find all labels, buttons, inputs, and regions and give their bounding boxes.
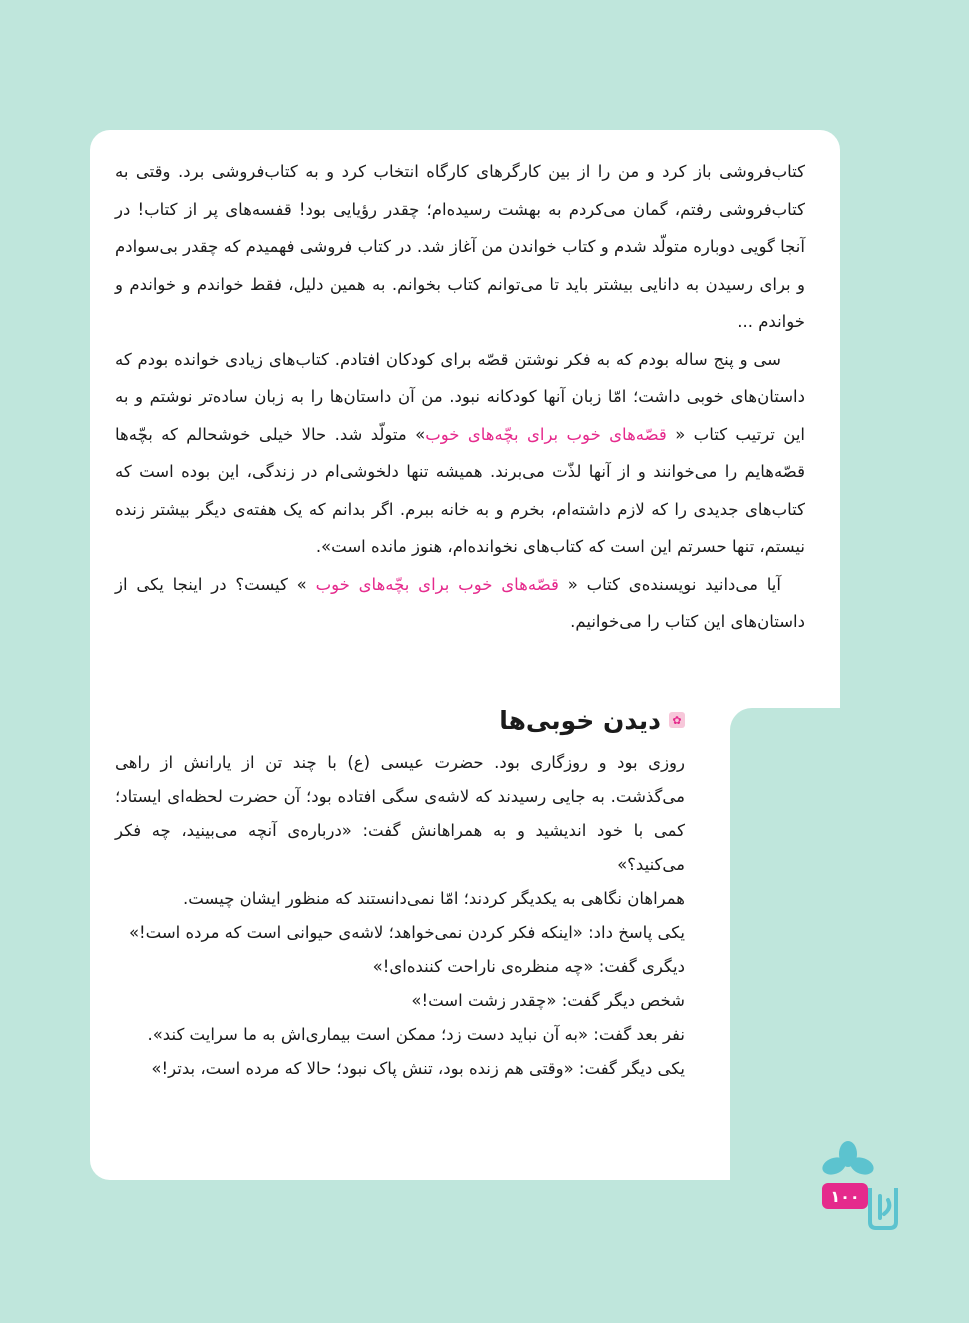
story-paragraph: دیگری گفت: «چه منظره‌ی ناراحت کننده‌ای!» <box>372 957 685 976</box>
page-number: ۱۰۰ <box>822 1183 868 1209</box>
intro-paragraph-1: کتاب‌فروشی باز کرد و من را از بین کارگرهای کارگاه انتخاب کرد و به کتاب‌فروشی برد. وقتی به کتاب‌فروشی رفتم، گمان می‌کردم به بهشت رسیده‌ام؛ چقدر رؤیایی بود! قفسه‌های پر از کتاب! در آنجا گویی دوباره متولّد شدم و کتاب خواندن من آغاز شد. در کتاب فروشی فهمیدم که چقدر بی‌سوادم و برای رسیدن به دانایی بیشتر باید تا می‌توانم کتاب بخوانم. به همین دلیل، فقط خواندم و خواندم و خواندم ... <box>115 162 805 331</box>
card-notch <box>730 708 850 1188</box>
intro-paragraph-3: آیا می‌دانید نویسنده‌ی کتاب « قصّه‌های خوب برای بچّه‌های خوب » کیست؟ در اینجا یکی از داستان‌های این کتاب را می‌خوانیم. <box>115 574 805 631</box>
story-paragraph: همراهان نگاهی به یکدیگر کردند؛ امّا نمی‌دانستند که منظور ایشان چیست. <box>183 889 685 908</box>
story-paragraph: شخص دیگر گفت: «چقدر زشت است!» <box>411 991 685 1010</box>
book-title-highlight: قصّه‌های خوب برای بچّه‌های خوب <box>315 574 559 594</box>
flower-icon: ✿ <box>669 712 685 728</box>
story-paragraph: نفر بعد گفت: «به آن نباید دست زد؛ ممکن است بیماری‌اش به ما سرایت کند». <box>147 1025 685 1044</box>
story-paragraph: یکی دیگر گفت: «وقتی هم زنده بود، تنش پاک نبود؛ حالا که مرده است، بدتر!» <box>151 1059 685 1078</box>
story-paragraph: روزی بود و روزگاری بود. حضرت عیسی (ع) با چند تن از یارانش از راهی می‌گذشت. به جایی رسیدند که لاشه‌ی سگی افتاده بود؛ آن حضرت لحظه‌ای ایستاد؛ کمی با خود اندیشید و به همراهانش گفت: «درباره‌ی آنچه می‌بینید، چه فکر می‌کنید؟» <box>115 753 685 874</box>
section-title: دیدن خوبی‌ها <box>499 705 661 735</box>
intro-paragraph-2: سی و پنج ساله بودم که به فکر نوشتن قصّه برای کودکان افتادم. کتاب‌های زیادی خوانده بودم که داستان‌های خوبی داشت؛ امّا زبان آنها کودکانه نبود. من آن داستان‌ها را به زبان ساده‌تر نوشتم و به این ترتیب کتاب « قصّه‌های خوب برای بچّه‌های خوب» متولّد شد. حالا خیلی خوشحالم که بچّه‌ها قصّه‌هایم را می‌خوانند و از آنها لذّت می‌برند. همیشه تنها دلخوشی‌ام در زندگی، این بوده است که کتاب‌های جدیدی را که لازم داشته‌ام، بخرم و به خانه ببرم. اگر بدانم که یک هفته‌ی دیگر بیشتر زنده نیستم، تنها حسرتم این است که کتاب‌های نخوانده‌ام، هنوز مانده است». <box>115 349 805 556</box>
section-heading <box>360 700 685 740</box>
story-text <box>115 746 685 1086</box>
intro-text <box>115 153 805 641</box>
story-paragraph: یکی پاسخ داد: «اینکه فکر کردن نمی‌خواهد؛ لاشه‌ی حیوانی است که مرده است!» <box>128 923 685 942</box>
book-title-highlight: قصّه‌های خوب برای بچّه‌های خوب <box>425 424 667 444</box>
